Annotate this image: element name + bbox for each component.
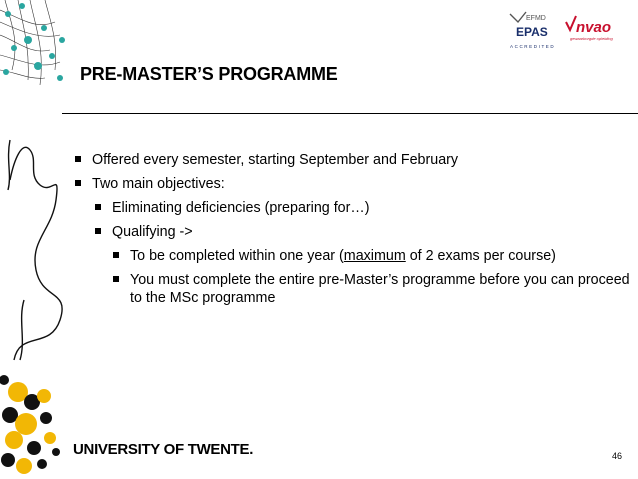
list-item-text-pre: To be completed within one year ( — [130, 248, 344, 264]
list-item — [74, 271, 634, 307]
yellow-black-blot-art — [0, 375, 60, 474]
list-item — [74, 175, 634, 193]
efmd-text: EFMD — [526, 15, 546, 22]
accreditation-logos — [496, 8, 634, 52]
list-item-text: You must complete the entire pre-Master’s programme before you can proceed to the MSc programme — [130, 272, 630, 306]
page-number: 46 — [611, 451, 622, 461]
bullet-marker — [95, 228, 101, 234]
list-item-text-post: of 2 exams per course) — [405, 248, 556, 264]
bullet-marker — [113, 252, 119, 258]
line-figure-art — [8, 140, 62, 360]
list-item-text: Eliminating deficiencies (preparing for…) — [112, 200, 370, 216]
list-item — [74, 151, 634, 169]
list-item — [74, 247, 634, 265]
slide-title: PRE-MASTER’S PROGRAMME — [80, 64, 338, 84]
decorative-art — [0, 0, 80, 479]
title-divider — [62, 113, 638, 114]
bullet-marker — [75, 156, 81, 162]
accredited-text: ACCREDITED — [510, 44, 556, 49]
university-brand: UNIVERSITY OF TWENTE. — [73, 441, 254, 458]
epas-logo — [510, 12, 555, 49]
list-item — [74, 199, 634, 217]
list-item-text: Qualifying -> — [112, 224, 193, 240]
list-item-text: Offered every semester, starting September and February — [92, 152, 459, 168]
epas-text: EPAS — [516, 25, 548, 39]
accreditation-logos-art — [496, 8, 634, 52]
nvao-logo — [566, 16, 613, 41]
bullet-marker — [95, 204, 101, 210]
list-item — [74, 223, 634, 241]
underlined-word: maximum — [343, 248, 406, 264]
bullet-marker — [75, 180, 81, 186]
bullet-list — [74, 151, 634, 313]
bullet-marker — [113, 276, 119, 282]
nvao-text: nvao — [576, 19, 612, 36]
list-item-text: Two main objectives: — [92, 176, 225, 192]
nvao-tagline-text: gewaarborgde opleiding — [570, 36, 613, 41]
